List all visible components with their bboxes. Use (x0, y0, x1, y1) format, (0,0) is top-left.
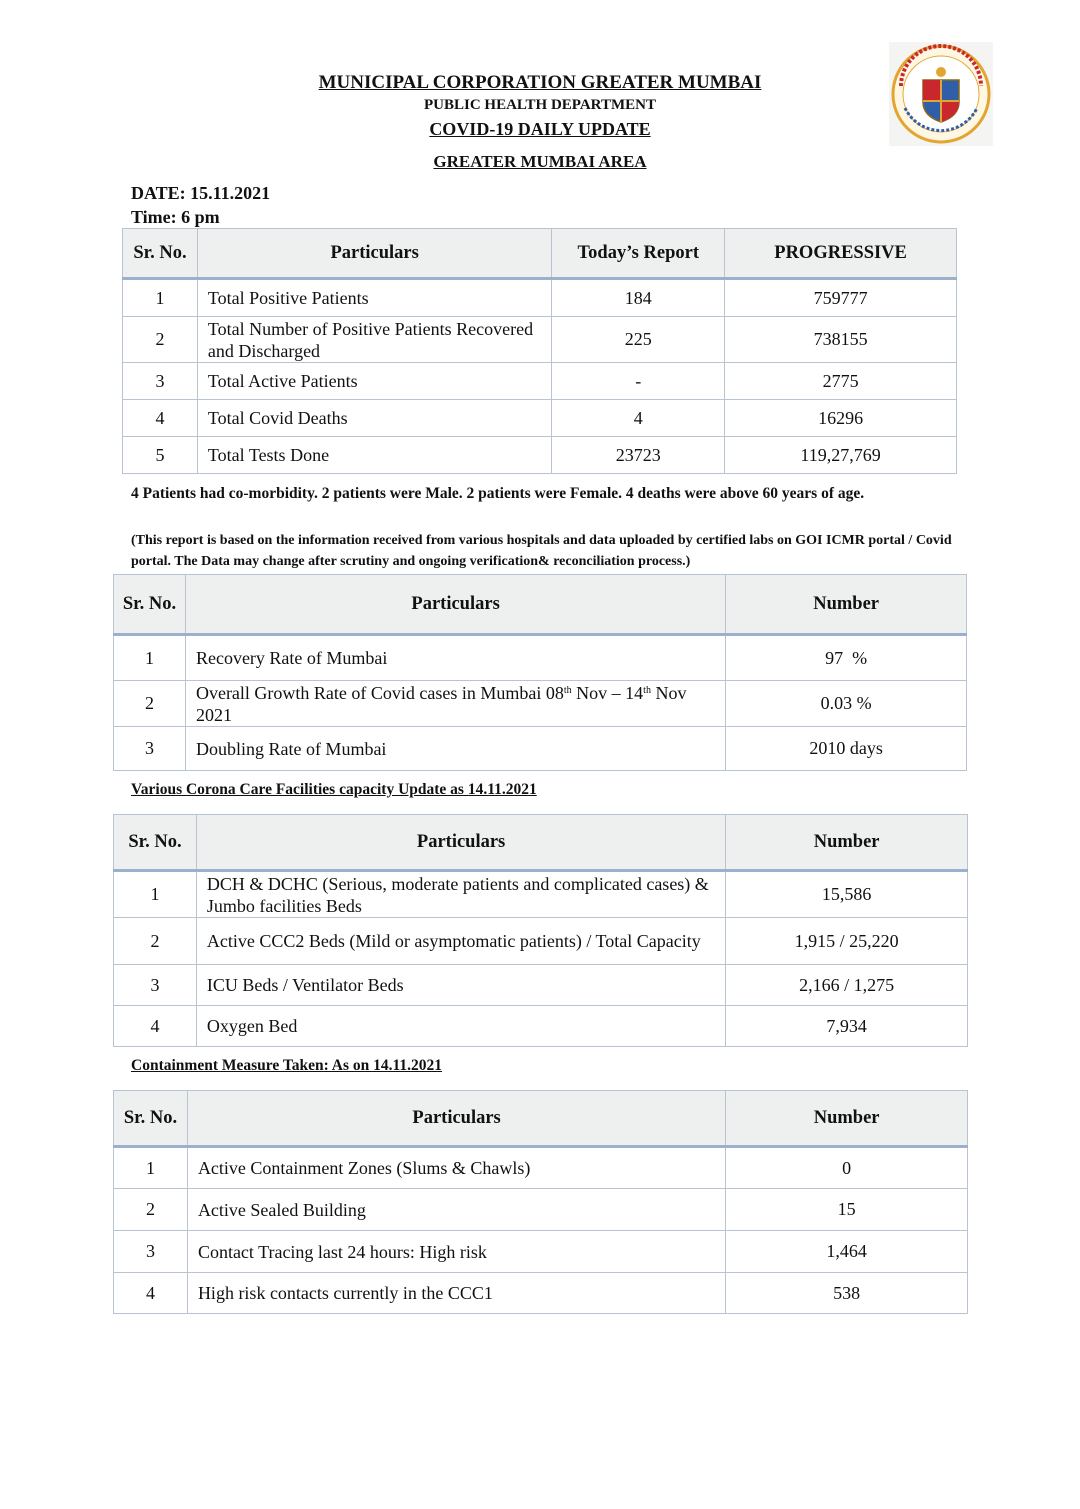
col-todays-report: Today’s Report (552, 229, 725, 279)
col-particulars: Particulars (196, 815, 725, 871)
col-progressive: PROGRESSIVE (725, 229, 957, 279)
area-title: GREATER MUMBAI AREA (433, 152, 647, 171)
table-row: 1 Active Containment Zones (Slums & Chawls) 0 (114, 1147, 968, 1189)
bmc-emblem-icon (889, 42, 993, 146)
facilities-caption: Various Corona Care Facilities capacity Update as 14.11.2021 (131, 781, 537, 798)
report-date: DATE: 15.11.2021 (131, 183, 271, 203)
rates-table (113, 574, 967, 771)
table-row: 1 Total Positive Patients 184 759777 (123, 279, 957, 317)
table-row: 4 High risk contacts currently in the CCC1 538 (114, 1273, 968, 1314)
table-row: 3 Doubling Rate of Mumbai 2010 days (114, 727, 967, 771)
table-header-row (123, 229, 957, 279)
deaths-note: 4 Patients had co-morbidity. 2 patients were Male. 2 patients were Female. 4 deaths were above 60 years of age. (131, 485, 865, 502)
col-sr-no: Sr. No. (114, 815, 197, 871)
col-number: Number (726, 815, 968, 871)
col-number: Number (726, 1091, 968, 1147)
table-row: 1 Recovery Rate of Mumbai 97 % (114, 635, 967, 681)
table-header-row (114, 1091, 968, 1147)
table-row: 3 Total Active Patients - 2775 (123, 363, 957, 400)
containment-caption: Containment Measure Taken: As on 14.11.2021 (131, 1057, 443, 1074)
growth-rate-label: Overall Growth Rate of Covid cases in Mumbai 08th Nov – 14th Nov 2021 (185, 681, 725, 727)
col-sr-no: Sr. No. (114, 1091, 188, 1147)
col-particulars: Particulars (197, 229, 551, 279)
department-title: PUBLIC HEALTH DEPARTMENT (423, 97, 656, 113)
table-row: 4 Oxygen Bed 7,934 (114, 1006, 968, 1047)
table-header-row (114, 575, 967, 635)
table-row: 3 ICU Beds / Ventilator Beds 2,166 / 1,275 (114, 965, 968, 1006)
daily-stats-table (122, 228, 957, 474)
col-particulars: Particulars (185, 575, 725, 635)
col-number: Number (726, 575, 967, 635)
table-row: 1 DCH & DCHC (Serious, moderate patients and complicated cases) & Jumbo facilities Beds 15,586 (114, 871, 968, 918)
report-time: Time: 6 pm (131, 207, 220, 227)
table-header-row (114, 815, 968, 871)
table-row: 2 Active CCC2 Beds (Mild or asymptomatic patients) / Total Capacity 1,915 / 25,220 (114, 918, 968, 965)
table-row: 4 Total Covid Deaths 4 16296 (123, 400, 957, 437)
table-row: 2 Overall Growth Rate of Covid cases in Mumbai 08th Nov – 14th Nov 2021 0.03 % (114, 681, 967, 727)
table-row: 5 Total Tests Done 23723 119,27,769 (123, 437, 957, 474)
col-sr-no: Sr. No. (123, 229, 198, 279)
col-particulars: Particulars (187, 1091, 725, 1147)
data-disclaimer: (This report is based on the information received from various hospitals and data uploaded by certified labs on GOI ICMR portal / Covid portal. The Data may change after scrutiny and ongoing verification& reconciliation process.) (131, 533, 952, 569)
table-row: 2 Total Number of Positive Patients Recovered and Discharged 225 738155 (123, 317, 957, 363)
org-title: MUNICIPAL CORPORATION GREATER MUMBAI (318, 72, 762, 93)
facilities-table (113, 814, 968, 1047)
report-title: COVID-19 DAILY UPDATE (429, 119, 651, 139)
col-sr-no: Sr. No. (114, 575, 186, 635)
table-row: 3 Contact Tracing last 24 hours: High risk 1,464 (114, 1231, 968, 1273)
table-row: 2 Active Sealed Building 15 (114, 1189, 968, 1231)
containment-table (113, 1090, 968, 1314)
